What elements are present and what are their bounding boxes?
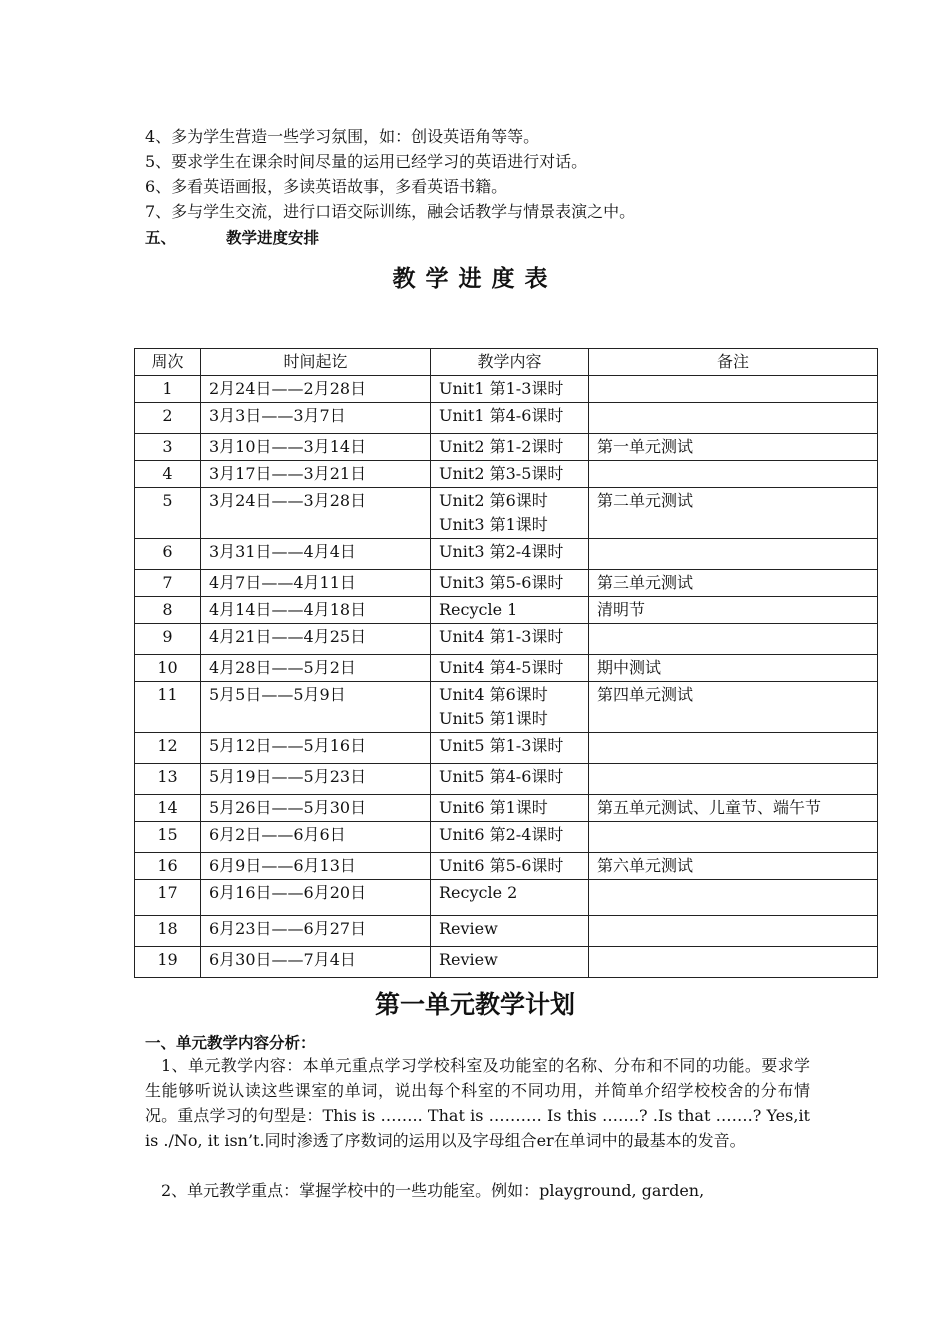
cell-content xyxy=(431,488,589,539)
cell-content: Unit3 第5-6课时 xyxy=(431,570,589,597)
cell-dates: 5月12日——5月16日 xyxy=(201,733,431,764)
cell-content: Unit3 第2-4课时 xyxy=(431,539,589,570)
cell-week: 1 xyxy=(135,376,201,403)
cell-content: Unit1 第1-3课时 xyxy=(431,376,589,403)
cell-week: 11 xyxy=(135,682,201,733)
cell-week: 10 xyxy=(135,655,201,682)
header-content: 教学内容 xyxy=(431,349,589,376)
cell-dates: 3月10日——3月14日 xyxy=(201,434,431,461)
table-row xyxy=(135,624,878,655)
cell-week: 9 xyxy=(135,624,201,655)
table-row xyxy=(135,403,878,434)
table-row xyxy=(135,682,878,733)
cell-content: Review xyxy=(431,947,589,978)
section-5-heading xyxy=(145,226,319,248)
table-row xyxy=(135,434,878,461)
cell-note: 第六单元测试 xyxy=(589,853,878,880)
cell-note: 第四单元测试 xyxy=(589,682,878,733)
tip-item: 7、多与学生交流，进行口语交际训练，融会话教学与情景表演之中。 xyxy=(145,202,636,221)
cell-content: Unit4 第1-3课时 xyxy=(431,624,589,655)
cell-week: 7 xyxy=(135,570,201,597)
cell-note: 第三单元测试 xyxy=(589,570,878,597)
cell-content: Review xyxy=(431,916,589,947)
tip-item: 5、要求学生在课余时间尽量的运用已经学习的英语进行对话。 xyxy=(145,152,588,171)
cell-line: Unit5 第1课时 xyxy=(439,709,548,728)
cell-dates: 6月16日——6月20日 xyxy=(201,880,431,916)
cell-note xyxy=(589,947,878,978)
cell-content: Unit6 第2-4课时 xyxy=(431,822,589,853)
table-row xyxy=(135,597,878,624)
cell-note: 期中测试 xyxy=(589,655,878,682)
tip-item: 6、多看英语画报，多读英语故事，多看英语书籍。 xyxy=(145,177,508,196)
cell-note: 第二单元测试 xyxy=(589,488,878,539)
cell-content: Unit5 第4-6课时 xyxy=(431,764,589,795)
header-week: 周次 xyxy=(135,349,201,376)
cell-dates: 4月21日——4月25日 xyxy=(201,624,431,655)
cell-week: 18 xyxy=(135,916,201,947)
cell-dates: 4月14日——4月18日 xyxy=(201,597,431,624)
cell-week: 14 xyxy=(135,795,201,822)
cell-dates: 6月9日——6月13日 xyxy=(201,853,431,880)
section-number: 五、 xyxy=(145,229,177,247)
table-header-row xyxy=(135,349,878,376)
table-row xyxy=(135,853,878,880)
table-row xyxy=(135,570,878,597)
cell-dates: 6月23日——6月27日 xyxy=(201,916,431,947)
table-row xyxy=(135,539,878,570)
cell-dates: 5月5日——5月9日 xyxy=(201,682,431,733)
cell-line: Unit4 第6课时 xyxy=(439,685,548,704)
table-row xyxy=(135,733,878,764)
cell-week: 5 xyxy=(135,488,201,539)
cell-content: Recycle 2 xyxy=(431,880,589,916)
cell-week: 6 xyxy=(135,539,201,570)
cell-dates: 3月31日——4月4日 xyxy=(201,539,431,570)
cell-note xyxy=(589,764,878,795)
table-row xyxy=(135,461,878,488)
cell-content: Unit2 第1-2课时 xyxy=(431,434,589,461)
unit-section-heading: 一、单元教学内容分析： xyxy=(145,1034,316,1052)
table-row xyxy=(135,655,878,682)
cell-content: Unit1 第4-6课时 xyxy=(431,403,589,434)
cell-note xyxy=(589,376,878,403)
cell-content: Unit2 第3-5课时 xyxy=(431,461,589,488)
tips-list xyxy=(145,124,845,224)
cell-dates: 5月26日——5月30日 xyxy=(201,795,431,822)
cell-week: 16 xyxy=(135,853,201,880)
cell-line: Unit2 第6课时 xyxy=(439,491,548,510)
cell-dates: 4月7日——4月11日 xyxy=(201,570,431,597)
cell-dates: 5月19日——5月23日 xyxy=(201,764,431,795)
cell-dates: 6月2日——6月6日 xyxy=(201,822,431,853)
cell-note xyxy=(589,733,878,764)
cell-note: 清明节 xyxy=(589,597,878,624)
cell-content: Unit5 第1-3课时 xyxy=(431,733,589,764)
cell-week: 12 xyxy=(135,733,201,764)
cell-week: 15 xyxy=(135,822,201,853)
cell-dates: 4月28日——5月2日 xyxy=(201,655,431,682)
cell-week: 19 xyxy=(135,947,201,978)
cell-note xyxy=(589,461,878,488)
cell-dates: 2月24日——2月28日 xyxy=(201,376,431,403)
tip-item: 4、多为学生营造一些学习氛围，如：创设英语角等等。 xyxy=(145,127,540,146)
cell-content: Recycle 1 xyxy=(431,597,589,624)
unit-paragraph-2: 2、单元教学重点：掌握学校中的一些功能室。例如：playground, garden, xyxy=(161,1181,705,1200)
schedule-table xyxy=(134,348,878,978)
table-row xyxy=(135,916,878,947)
table-row xyxy=(135,488,878,539)
header-dates: 时间起讫 xyxy=(201,349,431,376)
cell-note xyxy=(589,916,878,947)
cell-note xyxy=(589,403,878,434)
table-row xyxy=(135,947,878,978)
table-row xyxy=(135,376,878,403)
cell-week: 3 xyxy=(135,434,201,461)
cell-week: 4 xyxy=(135,461,201,488)
cell-dates: 3月3日——3月7日 xyxy=(201,403,431,434)
unit-paragraph-1: 1、单元教学内容：本单元重点学习学校科室及功能室的名称、分布和不同的功能。要求学生能够听说认读这些课室的单词，说出每个科室的不同功用，并简单介绍学校校舍的分布情况。重点学习的句型是：This is …….. That is ………. Is this …….? .Is that …….? Yes,it is ./No, it isn’t.同时渗透了序数词的运用以及字母组合er在单词中的最基本的发音。 xyxy=(145,1056,810,1150)
header-note: 备注 xyxy=(589,349,878,376)
cell-note xyxy=(589,880,878,916)
cell-week: 13 xyxy=(135,764,201,795)
cell-content xyxy=(431,682,589,733)
cell-line: Unit3 第1课时 xyxy=(439,515,548,534)
cell-note: 第五单元测试、儿童节、端午节 xyxy=(589,795,878,822)
cell-dates: 3月24日——3月28日 xyxy=(201,488,431,539)
cell-dates: 3月17日——3月21日 xyxy=(201,461,431,488)
cell-content: Unit6 第5-6课时 xyxy=(431,853,589,880)
schedule-title: 教学进度表 xyxy=(392,266,558,292)
cell-content: Unit4 第4-5课时 xyxy=(431,655,589,682)
cell-note: 第一单元测试 xyxy=(589,434,878,461)
unit-title: 第一单元教学计划 xyxy=(374,990,575,1019)
cell-note xyxy=(589,539,878,570)
cell-week: 17 xyxy=(135,880,201,916)
section-title: 教学进度安排 xyxy=(226,229,320,247)
cell-dates: 6月30日——7月4日 xyxy=(201,947,431,978)
cell-note xyxy=(589,822,878,853)
cell-week: 8 xyxy=(135,597,201,624)
table-row xyxy=(135,764,878,795)
table-row xyxy=(135,822,878,853)
cell-content: Unit6 第1课时 xyxy=(431,795,589,822)
table-row xyxy=(135,880,878,916)
cell-week: 2 xyxy=(135,403,201,434)
table-row xyxy=(135,795,878,822)
cell-note xyxy=(589,624,878,655)
